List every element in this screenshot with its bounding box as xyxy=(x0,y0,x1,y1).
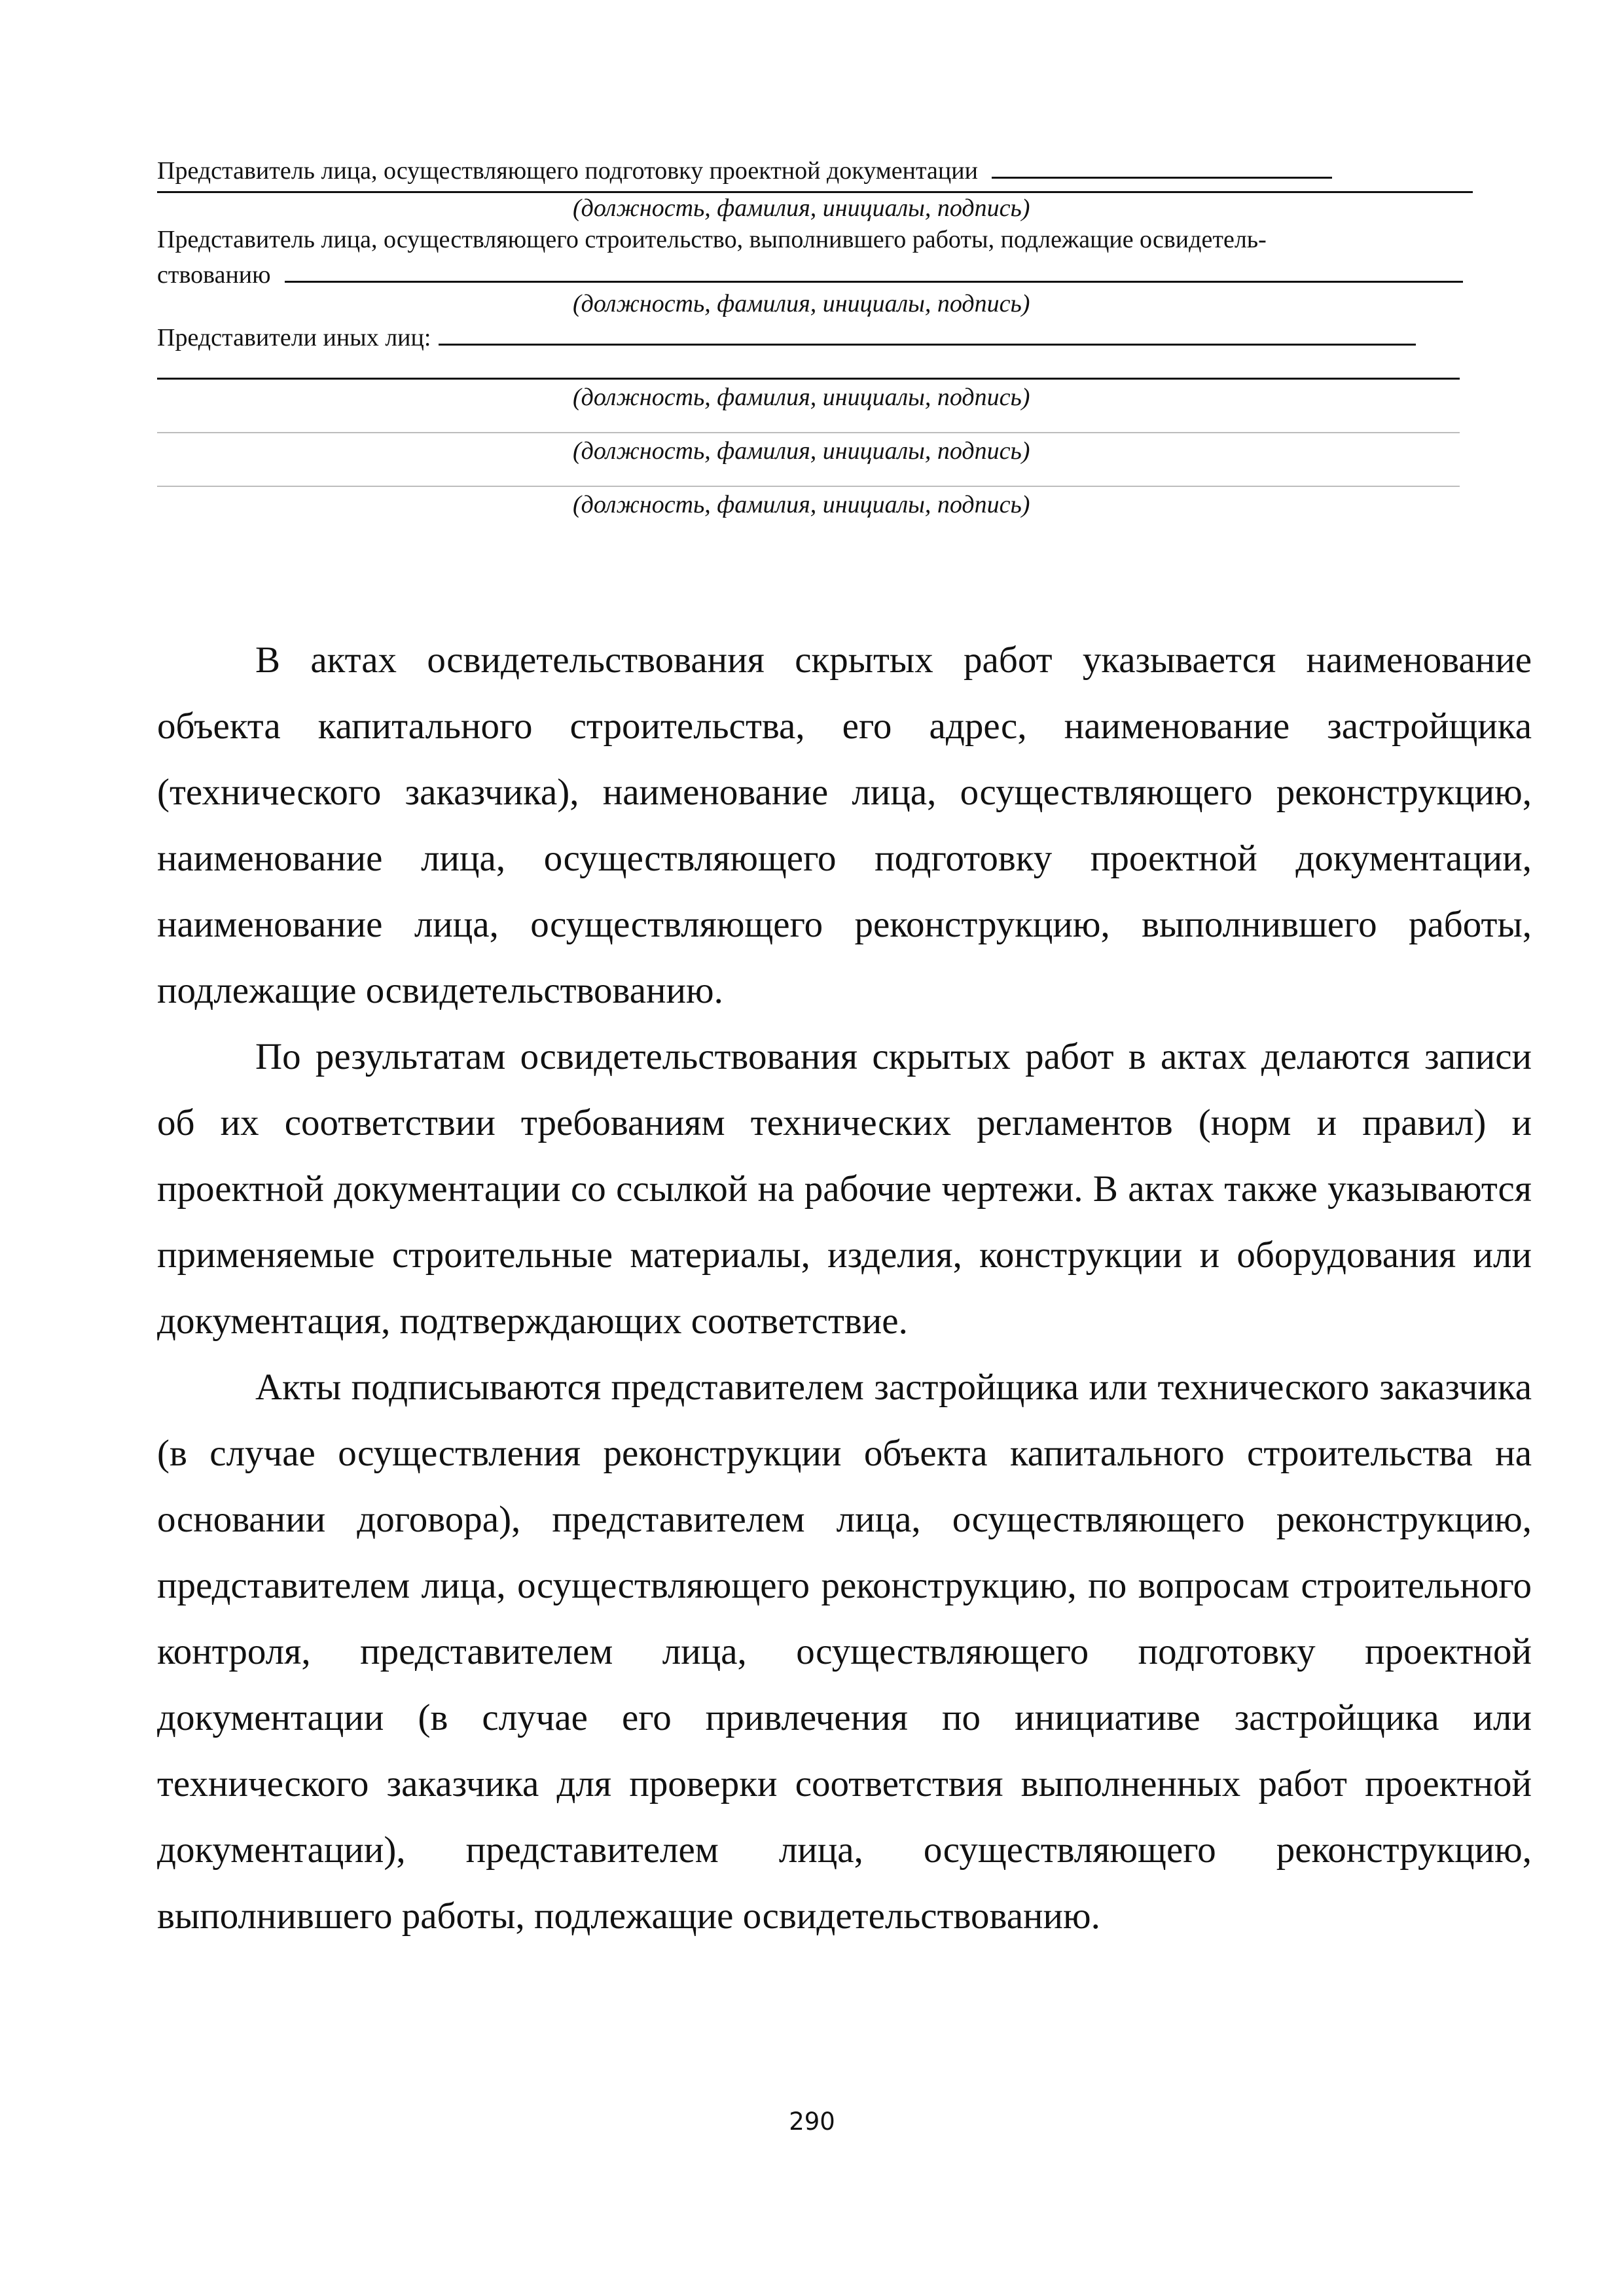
others-line-3 xyxy=(157,486,1460,487)
builder-rep-label-line2: ствованию xyxy=(157,261,271,289)
builder-rep-blank xyxy=(285,256,1463,283)
others-caption-2: (должность, фамилия, инициалы, подпись) xyxy=(573,437,1030,465)
builder-rep-row-2 xyxy=(157,256,1499,289)
others-caption-1: (должность, фамилия, инициалы, подпись) xyxy=(573,384,1030,411)
others-line-1 xyxy=(157,378,1460,380)
builder-rep-label-line1: Представитель лица, осуществляющего строительство, выполнившего работы, подлежащие освидетель- xyxy=(157,226,1267,253)
others-caption-3: (должность, фамилия, инициалы, подпись) xyxy=(573,491,1030,518)
design-rep-row xyxy=(157,152,1499,186)
signature-form xyxy=(157,152,1499,520)
body-text xyxy=(157,627,1532,1949)
design-rep-caption: (должность, фамилия, инициалы, подпись) xyxy=(573,194,1030,222)
design-rep-label: Представитель лица, осуществляющего подготовку проектной документации xyxy=(157,157,978,185)
builder-rep-row-1 xyxy=(157,223,1499,256)
others-label: Представители иных лиц: xyxy=(157,324,431,351)
builder-rep-caption: (должность, фамилия, инициалы, подпись) xyxy=(573,290,1030,317)
design-rep-blank xyxy=(992,152,1332,179)
page-number: 290 xyxy=(789,2108,835,2136)
paragraph-3: Акты подписываются представителем застройщика или технического заказчика (в случае осуществления реконструкции объекта капитального строительства на основании договора), представителем лица, осуществляющего реконструкцию, представителем лица, осуществляющего реконструкцию, по вопросам строительного контроля, представителем лица, осуществляющего подготовку проектной документации (в случае его привлечения по инициативе застройщика или технического заказчика для проверки соответствия выполненных работ проектной документации), представителем лица, осуществляющего реконструкцию, выполнившего работы, подлежащие освидетельствованию. xyxy=(157,1367,1532,1937)
others-blank xyxy=(439,319,1416,346)
paragraph-1: В актах освидетельствования скрытых работ указывается наименование объекта капитального строительства, его адрес, наименование застройщика (технического заказчика), наименование лица, осуществляющего реконструкцию, наименование лица, осуществляющего подготовку проектной документации, наименование лица, осуществляющего реконструкцию, выполнившего работы, подлежащие освидетельствованию. xyxy=(157,639,1532,1011)
others-row xyxy=(157,319,1499,351)
paragraph-2: По результатам освидетельствования скрытых работ в актах делаются записи об их соответствии требованиям технических регламентов (норм и правил) и проектной документации со ссылкой на рабочие чертежи. В актах также указываются применяемые строительные материалы, изделия, конструкции и оборудования или документация, подтверждающих соответствие. xyxy=(157,1036,1532,1342)
others-line-2 xyxy=(157,432,1460,433)
